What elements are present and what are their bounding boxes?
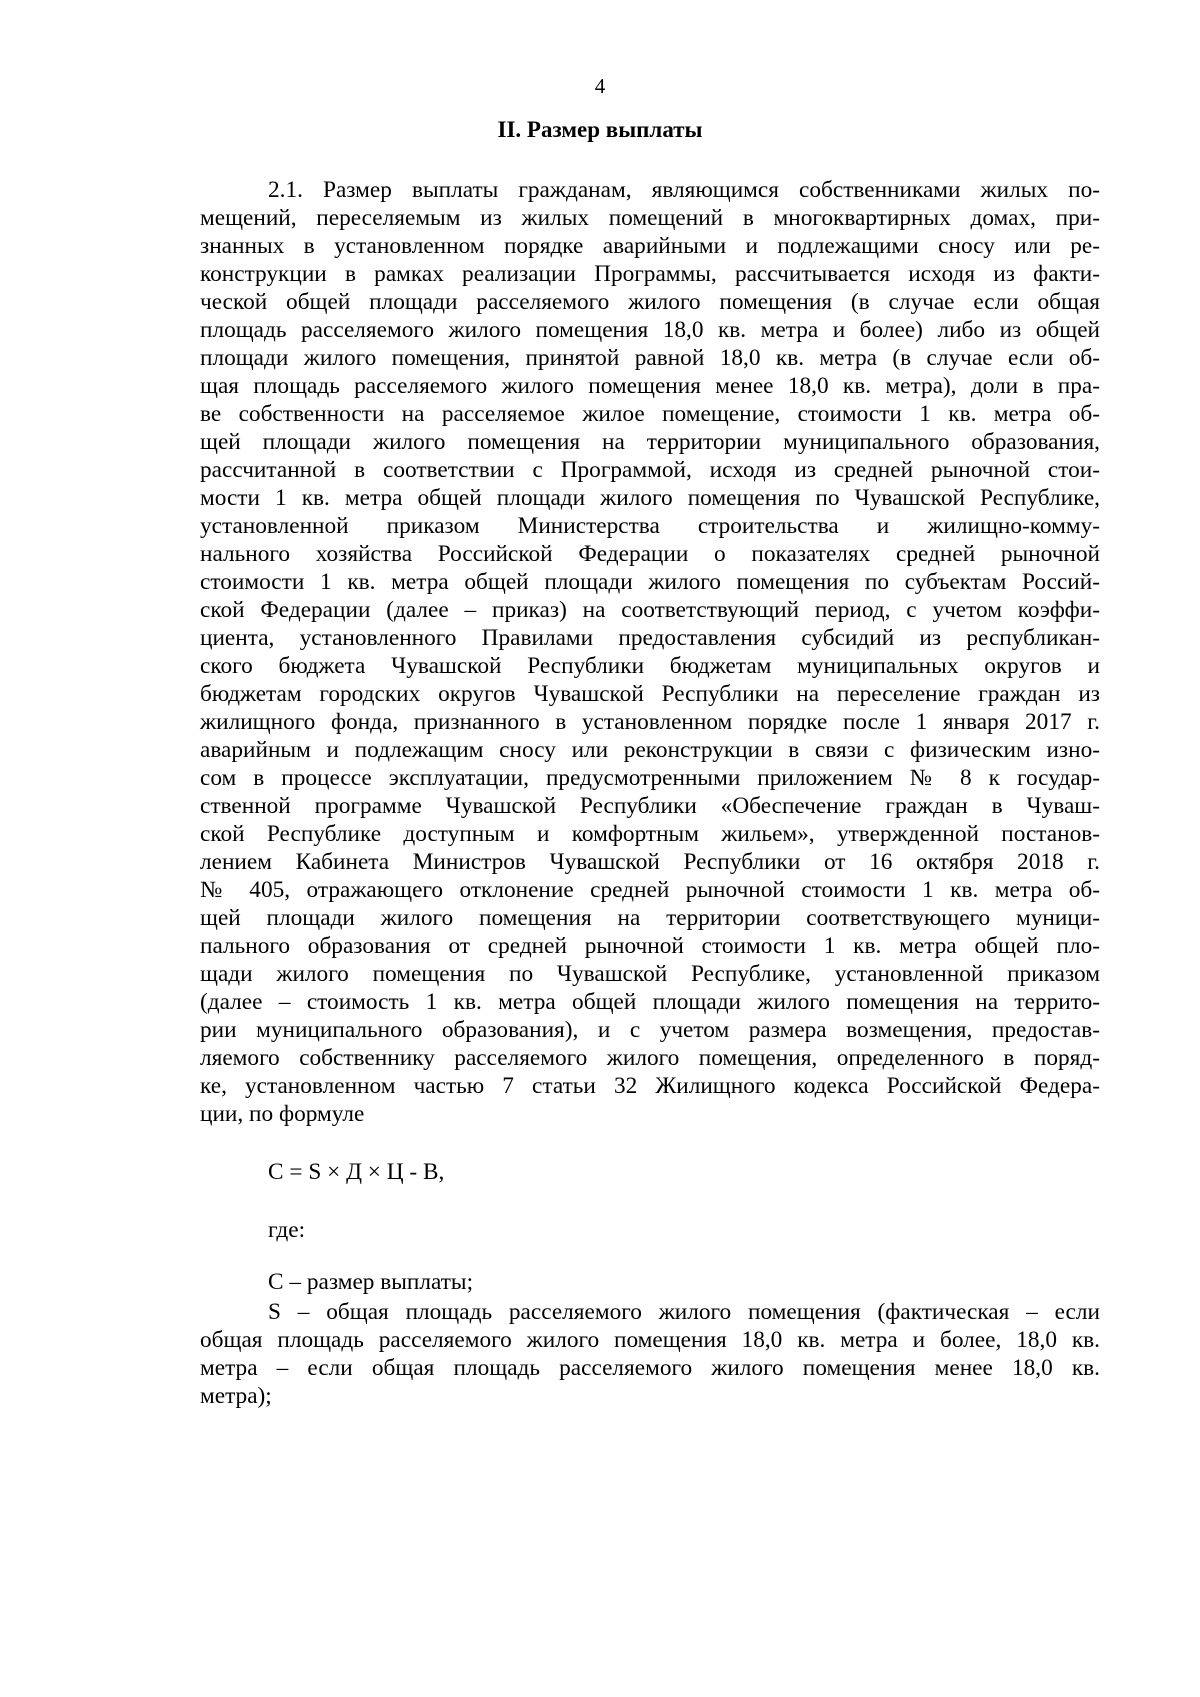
text-line: ляемого собственнику расселяемого жилого помещения, определенного в поряд-: [200, 1045, 1100, 1071]
text-line: рии муниципального образования), и с учетом размера возмещения, предостав-: [200, 1017, 1100, 1043]
text-line: сом в процессе эксплуатации, предусмотренными приложением № 8 к государ-: [200, 765, 1100, 791]
text-line: стоимости 1 кв. метра общей площади жилого помещения по субъектам Россий-: [200, 569, 1100, 595]
text-line: где:: [268, 1217, 306, 1243]
text-line: S – общая площадь расселяемого жилого помещения (фактическая – если: [268, 1299, 1100, 1325]
text-line: общая площадь расселяемого жилого помещения 18,0 кв. метра и более, 18,0 кв.: [200, 1327, 1100, 1353]
text-line: метра – если общая площадь расселяемого жилого помещения менее 18,0 кв.: [200, 1355, 1100, 1381]
text-line: ской Республике доступным и комфортным жильем», утвержденной постанов-: [200, 821, 1100, 847]
text-line: ственной программе Чувашской Республики «Обеспечение граждан в Чуваш-: [200, 793, 1100, 819]
text-line: щади жилого помещения по Чувашской Республике, установленной приказом: [200, 961, 1100, 987]
text-line: площадь расселяемого жилого помещения 18,0 кв. метра и более) либо из общей: [200, 317, 1100, 343]
text-line: щая площадь расселяемого жилого помещения менее 18,0 кв. метра), доли в пра-: [200, 373, 1100, 399]
text-line: ции, по формуле: [200, 1101, 365, 1127]
text-line: щей площади жилого помещения на территории муниципального образования,: [200, 429, 1100, 455]
page-number: 4: [594, 74, 606, 98]
text-line: знанных в установленном порядке аварийными и подлежащими сносу или ре-: [200, 233, 1100, 259]
text-line: конструкции в рамках реализации Программы, рассчитывается исходя из факти-: [200, 261, 1100, 287]
text-line: бюджетам городских округов Чувашской Республики на переселение граждан из: [200, 681, 1100, 707]
text-line: С – размер выплаты;: [268, 1269, 474, 1295]
section-title: II. Размер выплаты: [497, 117, 703, 142]
text-line: (далее – стоимость 1 кв. метра общей площади жилого помещения на террито-: [200, 989, 1100, 1015]
text-line: установленной приказом Министерства строительства и жилищно-комму-: [200, 513, 1100, 539]
text-line: пального образования от средней рыночной стоимости 1 кв. метра общей пло-: [200, 933, 1100, 959]
text-line: аварийным и подлежащим сносу или реконструкции в связи с физическим изно-: [200, 737, 1100, 763]
text-line: циента, установленного Правилами предоставления субсидий из республикан-: [200, 625, 1100, 651]
text-line: ческой общей площади расселяемого жилого помещения (в случае если общая: [200, 289, 1100, 315]
text-line: ской Федерации (далее – приказ) на соответствующий период, с учетом коэффи-: [200, 597, 1100, 623]
text-line: ве собственности на расселяемое жилое помещение, стоимости 1 кв. метра об-: [200, 401, 1100, 427]
text-line: ке, установленном частью 7 статьи 32 Жилищного кодекса Российской Федера-: [200, 1073, 1100, 1099]
text-line: площади жилого помещения, принятой равной 18,0 кв. метра (в случае если об-: [200, 345, 1100, 371]
text-line: щей площади жилого помещения на территории соответствующего муници-: [200, 905, 1100, 931]
text-line: № 405, отражающего отклонение средней рыночной стоимости 1 кв. метра об-: [200, 877, 1100, 903]
text-line: рассчитанной в соответствии с Программой, исходя из средней рыночной стои-: [200, 457, 1100, 483]
text-line: нального хозяйства Российской Федерации о показателях средней рыночной: [200, 541, 1100, 567]
text-line: жилищного фонда, признанного в установленном порядке после 1 января 2017 г.: [200, 709, 1100, 735]
text-line: 2.1. Размер выплаты гражданам, являющимся собственниками жилых по-: [268, 177, 1100, 203]
text-line: С = S × Д × Ц - В,: [268, 1159, 445, 1185]
text-line: мещений, переселяемым из жилых помещений в многоквартирных домах, при-: [200, 205, 1100, 231]
text-line: метра);: [200, 1383, 272, 1409]
text-line: лением Кабинета Министров Чувашской Республики от 16 октября 2018 г.: [200, 849, 1100, 875]
text-line: мости 1 кв. метра общей площади жилого помещения по Чувашской Республике,: [200, 485, 1100, 511]
text-line: ского бюджета Чувашской Республики бюджетам муниципальных округов и: [200, 653, 1100, 679]
